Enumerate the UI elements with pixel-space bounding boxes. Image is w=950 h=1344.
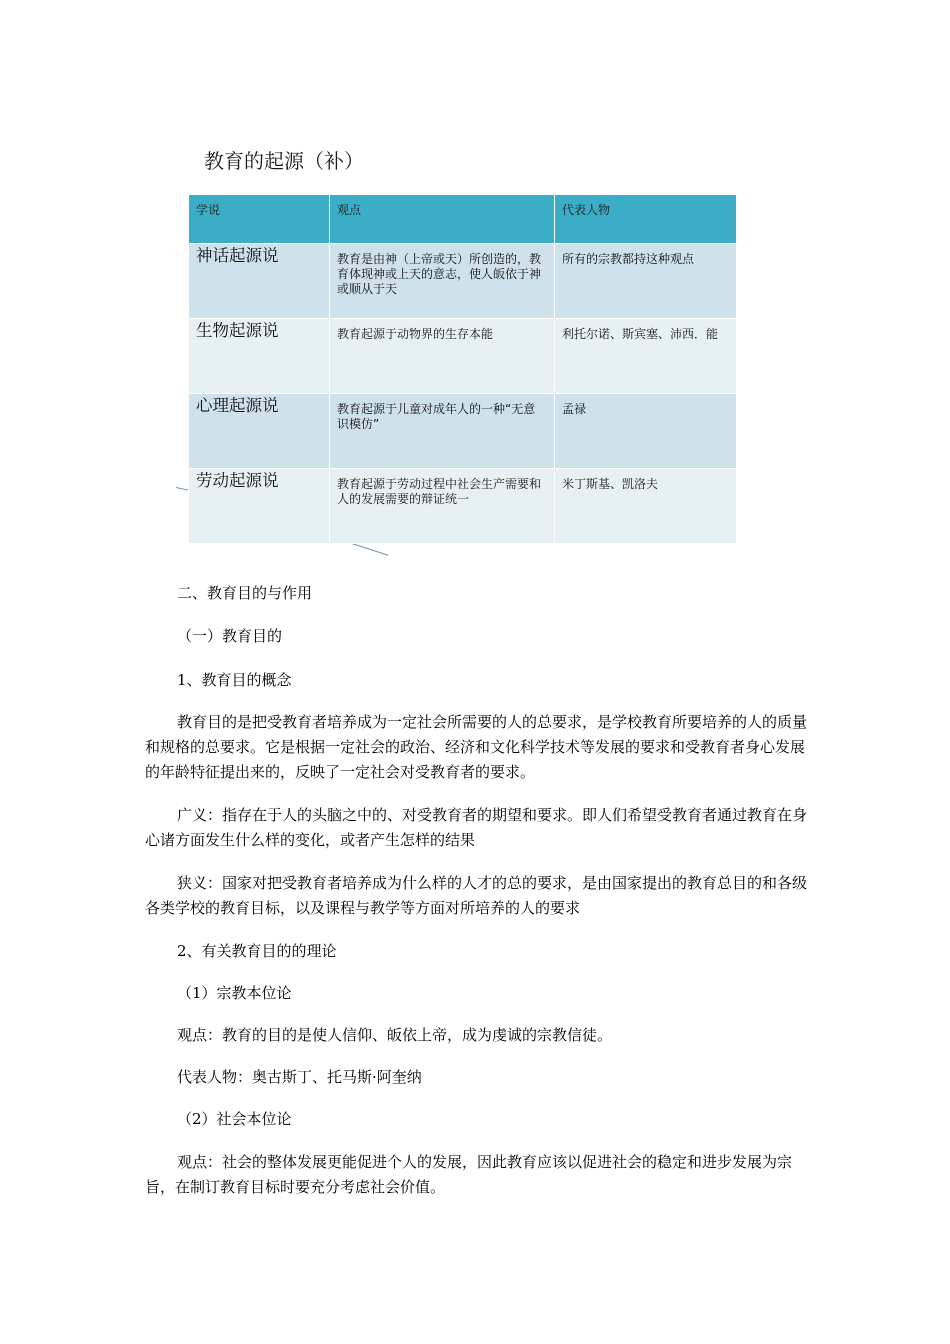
view-cell: 教育起源于劳动过程中社会生产需要和人的发展需要的辩证统一 [330, 469, 555, 544]
header-view: 观点 [330, 195, 555, 244]
theory-view-paragraph: 观点：社会的整体发展更能促进个人的发展，因此教育应该以促进社会的稳定和进步发展为宗旨，在制订教育目标时要充分考虑社会价值。 [145, 1153, 793, 1196]
theory-heading: （1）宗教本位论 [177, 984, 292, 1002]
theory-view-paragraph: 观点：教育的目的是使人信仰、皈依上帝，成为虔诚的宗教信徒。 [177, 1026, 613, 1044]
people-cell: 米丁斯基、凯洛夫 [555, 469, 737, 544]
subsection-heading: （一）教育目的 [177, 627, 283, 645]
item-heading: 1、教育目的概念 [177, 671, 292, 689]
item-heading: 2、有关教育目的的理论 [177, 942, 337, 960]
theory-cell: 生物起源说 [189, 319, 330, 394]
view-cell: 教育起源于儿童对成年人的一种“无意识模仿” [330, 394, 555, 469]
people-cell: 所有的宗教都持这种观点 [555, 244, 737, 319]
section-heading: 二、教育目的与作用 [177, 584, 313, 602]
people-cell: 孟禄 [555, 394, 737, 469]
view-cell: 教育起源于动物界的生存本能 [330, 319, 555, 394]
view-cell: 教育是由神（上帝或天）所创造的，教育体现神或上天的意志，使人皈依于神或顺从于天 [330, 244, 555, 319]
broad-definition-paragraph: 广义：指存在于人的头脑之中的、对受教育者的期望和要求。即人们希望受教育者通过教育在身心诸方面发生什么样的变化，或者产生怎样的结果 [145, 806, 808, 849]
theory-cell: 劳动起源说 [189, 469, 330, 544]
theory-cell: 神话起源说 [189, 244, 330, 319]
theory-people-paragraph: 代表人物：奥古斯丁、托马斯·阿奎纳 [177, 1068, 422, 1086]
header-theory: 学说 [189, 195, 330, 244]
table-row [189, 469, 737, 544]
table-row [189, 319, 737, 394]
slide-title: 教育的起源（补） [204, 149, 364, 173]
header-people: 代表人物 [555, 195, 737, 244]
theory-cell: 心理起源说 [189, 394, 330, 469]
definition-paragraph: 教育目的是把受教育者培养成为一定社会所需要的人的总要求，是学校教育所要培养的人的质量和规格的总要求。它是根据一定社会的政治、经济和文化科学技术等发展的要求和受教育者身心发展的年龄特征提出来的，反映了一定社会对受教育者的要求。 [145, 713, 808, 781]
people-cell: 利托尔诺、斯宾塞、沛西．能 [555, 319, 737, 394]
narrow-definition-paragraph: 狭义：国家对把受教育者培养成为什么样的人才的总的要求，是由国家提出的教育总目的和各级各类学校的教育目标，以及课程与教学等方面对所培养的人的要求 [145, 874, 808, 917]
table-header-row [189, 195, 737, 244]
decorative-line-bottom [352, 543, 388, 556]
origin-theories-table [188, 194, 737, 544]
theory-heading: （2）社会本位论 [177, 1110, 292, 1128]
table-row [189, 394, 737, 469]
table-row [189, 244, 737, 319]
